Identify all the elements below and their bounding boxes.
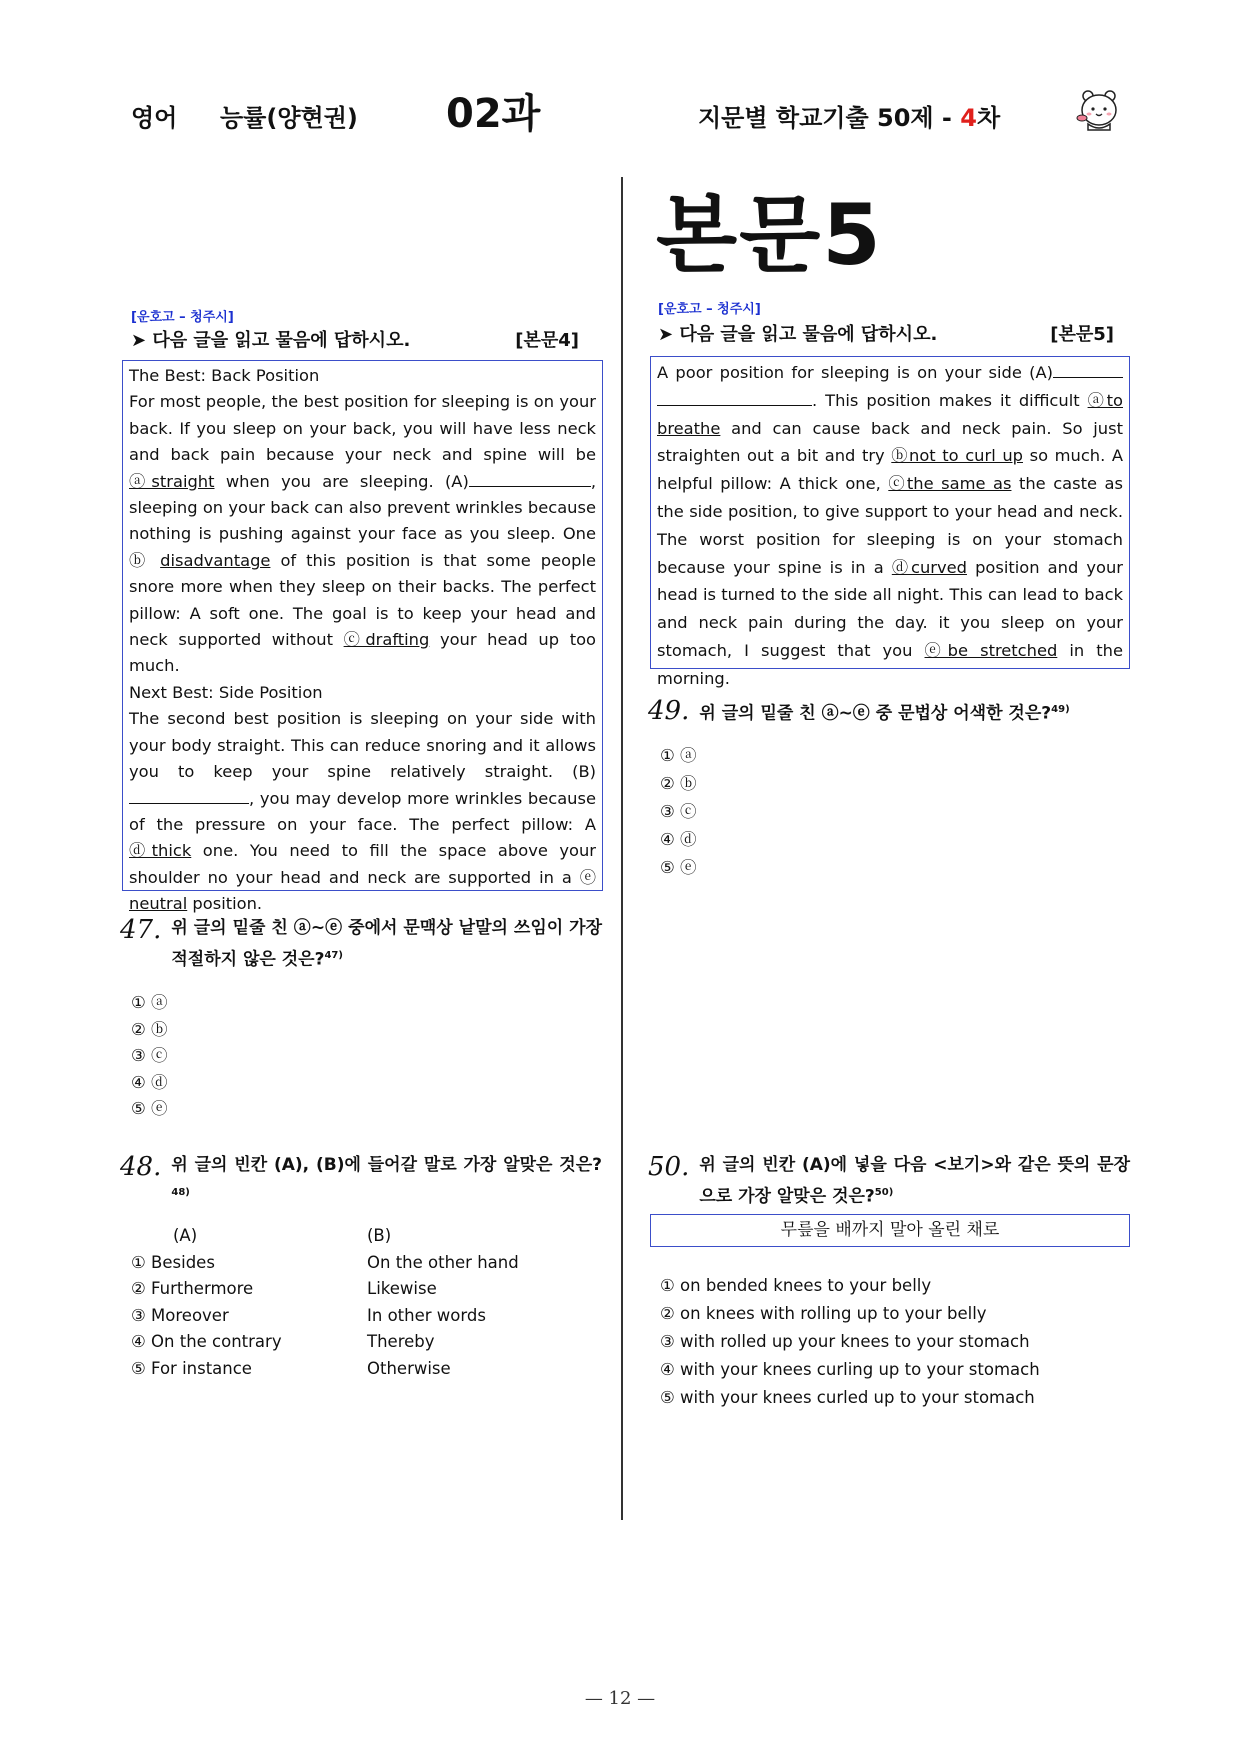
question-number: 47. xyxy=(120,915,162,945)
question-49 xyxy=(648,696,1130,728)
question-48 xyxy=(120,1152,602,1211)
option[interactable]: ③ with rolled up your knees to your stomach xyxy=(660,1332,1030,1351)
series-prefix: 지문별 학교기출 50제 - xyxy=(698,104,952,132)
blank-a xyxy=(1053,361,1123,378)
col-a-label: (A) xyxy=(173,1226,198,1245)
instruction-text: ➤ 다음 글을 읽고 물음에 답하시오. xyxy=(131,330,411,351)
footnote-ref: 49) xyxy=(1051,704,1070,715)
question-text: 위 글의 빈칸 (A), (B)에 들어갈 말로 가장 알맞은 것은? xyxy=(171,1155,602,1175)
question-number: 48. xyxy=(120,1152,162,1182)
option[interactable]: ⑤ For instance Otherwise xyxy=(131,1358,451,1378)
blank-a-cont xyxy=(657,389,812,406)
question-text: 위 글의 밑줄 친 ⓐ~ⓔ 중에서 문맥상 낱말의 쓰임이 가장 적절하지 않은 것은? xyxy=(171,918,602,970)
option[interactable]: ① ⓐ xyxy=(660,746,697,765)
question-50 xyxy=(648,1152,1130,1211)
example-box: 무릎을 배까지 말아 올린 채로 xyxy=(650,1214,1130,1247)
option[interactable]: ③ ⓒ xyxy=(131,1046,168,1065)
passage-box xyxy=(650,356,1130,688)
option[interactable]: ① on bended knees to your belly xyxy=(660,1276,932,1295)
options-50 xyxy=(660,1272,1040,1412)
instruction-row xyxy=(131,326,579,352)
blank-b xyxy=(129,787,249,804)
option[interactable]: ② Furthermore Likewise xyxy=(131,1279,437,1298)
underline-d: ⓓcurved xyxy=(891,557,967,577)
series-round: 4차 xyxy=(960,104,1001,132)
page-number: — 12 — xyxy=(584,1688,656,1709)
option[interactable]: ⑤ with your knees curled up to your stomach xyxy=(660,1388,1035,1407)
option[interactable]: ④ with your knees curling up to your stomach xyxy=(660,1360,1040,1379)
footnote-ref: 48) xyxy=(171,1187,190,1198)
passage-paragraph: For most people, the best position for sleeping is on your back. If you sleep on your back, you will have less neck and back pain because your neck and spine will be ⓐstraight when you are sleeping. (A) , sleeping on your back can also prevent wrinkles because nothing is pushing against your face as you sleep. One ⓑ disadvantage of this position is that some people snore more when they sleep on their backs. The perfect pillow: A soft one. The goal is to keep your head and neck supported without ⓒdrafting your head up too much. xyxy=(129,392,596,676)
option[interactable]: ④ ⓓ xyxy=(660,830,697,849)
bear-mascot-icon xyxy=(1076,86,1124,134)
lesson-label: 02과 xyxy=(446,91,541,137)
options-49 xyxy=(660,742,697,882)
option[interactable]: ① ⓐ xyxy=(131,993,168,1012)
publisher-label: 능률(양현권) xyxy=(220,104,358,132)
source-label: [운호고 – 청주시] xyxy=(131,310,234,325)
subject-label: 영어 xyxy=(131,104,178,132)
option[interactable]: ③ Moreover In other words xyxy=(131,1305,486,1325)
source-label: [운호고 – 청주시] xyxy=(658,302,761,317)
underline-e: neutral xyxy=(129,894,188,914)
question-number: 49. xyxy=(648,696,690,726)
options-48 xyxy=(131,1223,551,1382)
section-title: 본문5 xyxy=(656,186,883,284)
option[interactable]: ② ⓑ xyxy=(660,774,697,793)
instruction-text: ➤ 다음 글을 읽고 물음에 답하시오. xyxy=(658,324,938,345)
series-title xyxy=(698,98,1000,133)
underline-c: ⓒthe same as xyxy=(888,474,1012,494)
passage-title: The Best: Back Position xyxy=(129,366,320,385)
passage-box xyxy=(122,360,603,914)
passage-paragraph: The second best position is sleeping on your side with your body straight. This can reduce snoring and it allows you to keep your spine relatively straight. (B), you may develop more wrinkles because of the pressure on your face. The perfect pillow: A ⓓthick one. You need to fill the space above your shoulder no your head and neck are supported in a ⓔ neutral position. xyxy=(129,709,597,914)
option[interactable]: ② ⓑ xyxy=(131,1019,168,1039)
underline-a: ⓐstraight xyxy=(129,471,215,491)
instruction-row xyxy=(658,320,1114,346)
question-number: 50. xyxy=(648,1152,690,1182)
passage-subtitle: Next Best: Side Position xyxy=(129,682,323,702)
underline-e: ⓔbe stretched xyxy=(924,640,1058,660)
passage-tag: [본문4] xyxy=(515,330,579,351)
underline-d: ⓓthick xyxy=(129,841,192,861)
option[interactable]: ② on knees with rolling up to your belly xyxy=(660,1304,987,1323)
option[interactable]: ③ ⓒ xyxy=(660,802,697,821)
col-b-label: (B) xyxy=(367,1226,392,1245)
underline-c: ⓒdrafting xyxy=(343,630,430,650)
column-divider xyxy=(621,177,623,1520)
passage-paragraph: A poor position for sleeping is on your side (A) . This position makes it difficult ⓐto breathe and can cause back and neck pain. So just straighten out a bit and try ⓑnot to curl up so much. A helpful pillow: A thick one, ⓒthe same as the caste as the side position, to give support to your head and neck. The worst position for sleeping is on your stomach because your spine is in a ⓓcurved position and your head is turned to the side all night. This can lead to back and neck pain during the day. it you sleep on your stomach, I suggest that you ⓔbe stretched in the morning. xyxy=(657,363,1124,688)
option[interactable]: ④ On the contrary Thereby xyxy=(131,1332,435,1351)
footnote-ref: 47) xyxy=(324,950,343,961)
option[interactable]: ④ ⓓ xyxy=(131,1072,168,1092)
question-text: 위 글의 빈칸 (A)에 넣을 다음 <보기>와 같은 뜻의 문장으로 가장 알맞은 것은? xyxy=(699,1155,1130,1207)
question-47 xyxy=(120,915,602,974)
footnote-ref: 50) xyxy=(874,1187,894,1198)
option[interactable]: ⑤ ⓔ xyxy=(660,858,697,877)
options-47 xyxy=(131,990,168,1123)
option[interactable]: ⑤ ⓔ xyxy=(131,1099,168,1118)
underline-a: ⓐto breathe xyxy=(657,390,1123,438)
options-header xyxy=(131,1223,551,1250)
option[interactable]: ① Besides On the other hand xyxy=(131,1252,519,1272)
blank-a xyxy=(469,470,591,487)
passage-tag: [본문5] xyxy=(1050,324,1114,345)
question-text: 위 글의 밑줄 친 ⓐ~ⓔ 중 문법상 어색한 것은? xyxy=(699,703,1052,724)
underline-b: ⓑnot to curl up xyxy=(891,446,1023,466)
underline-b: disadvantage xyxy=(160,550,271,570)
